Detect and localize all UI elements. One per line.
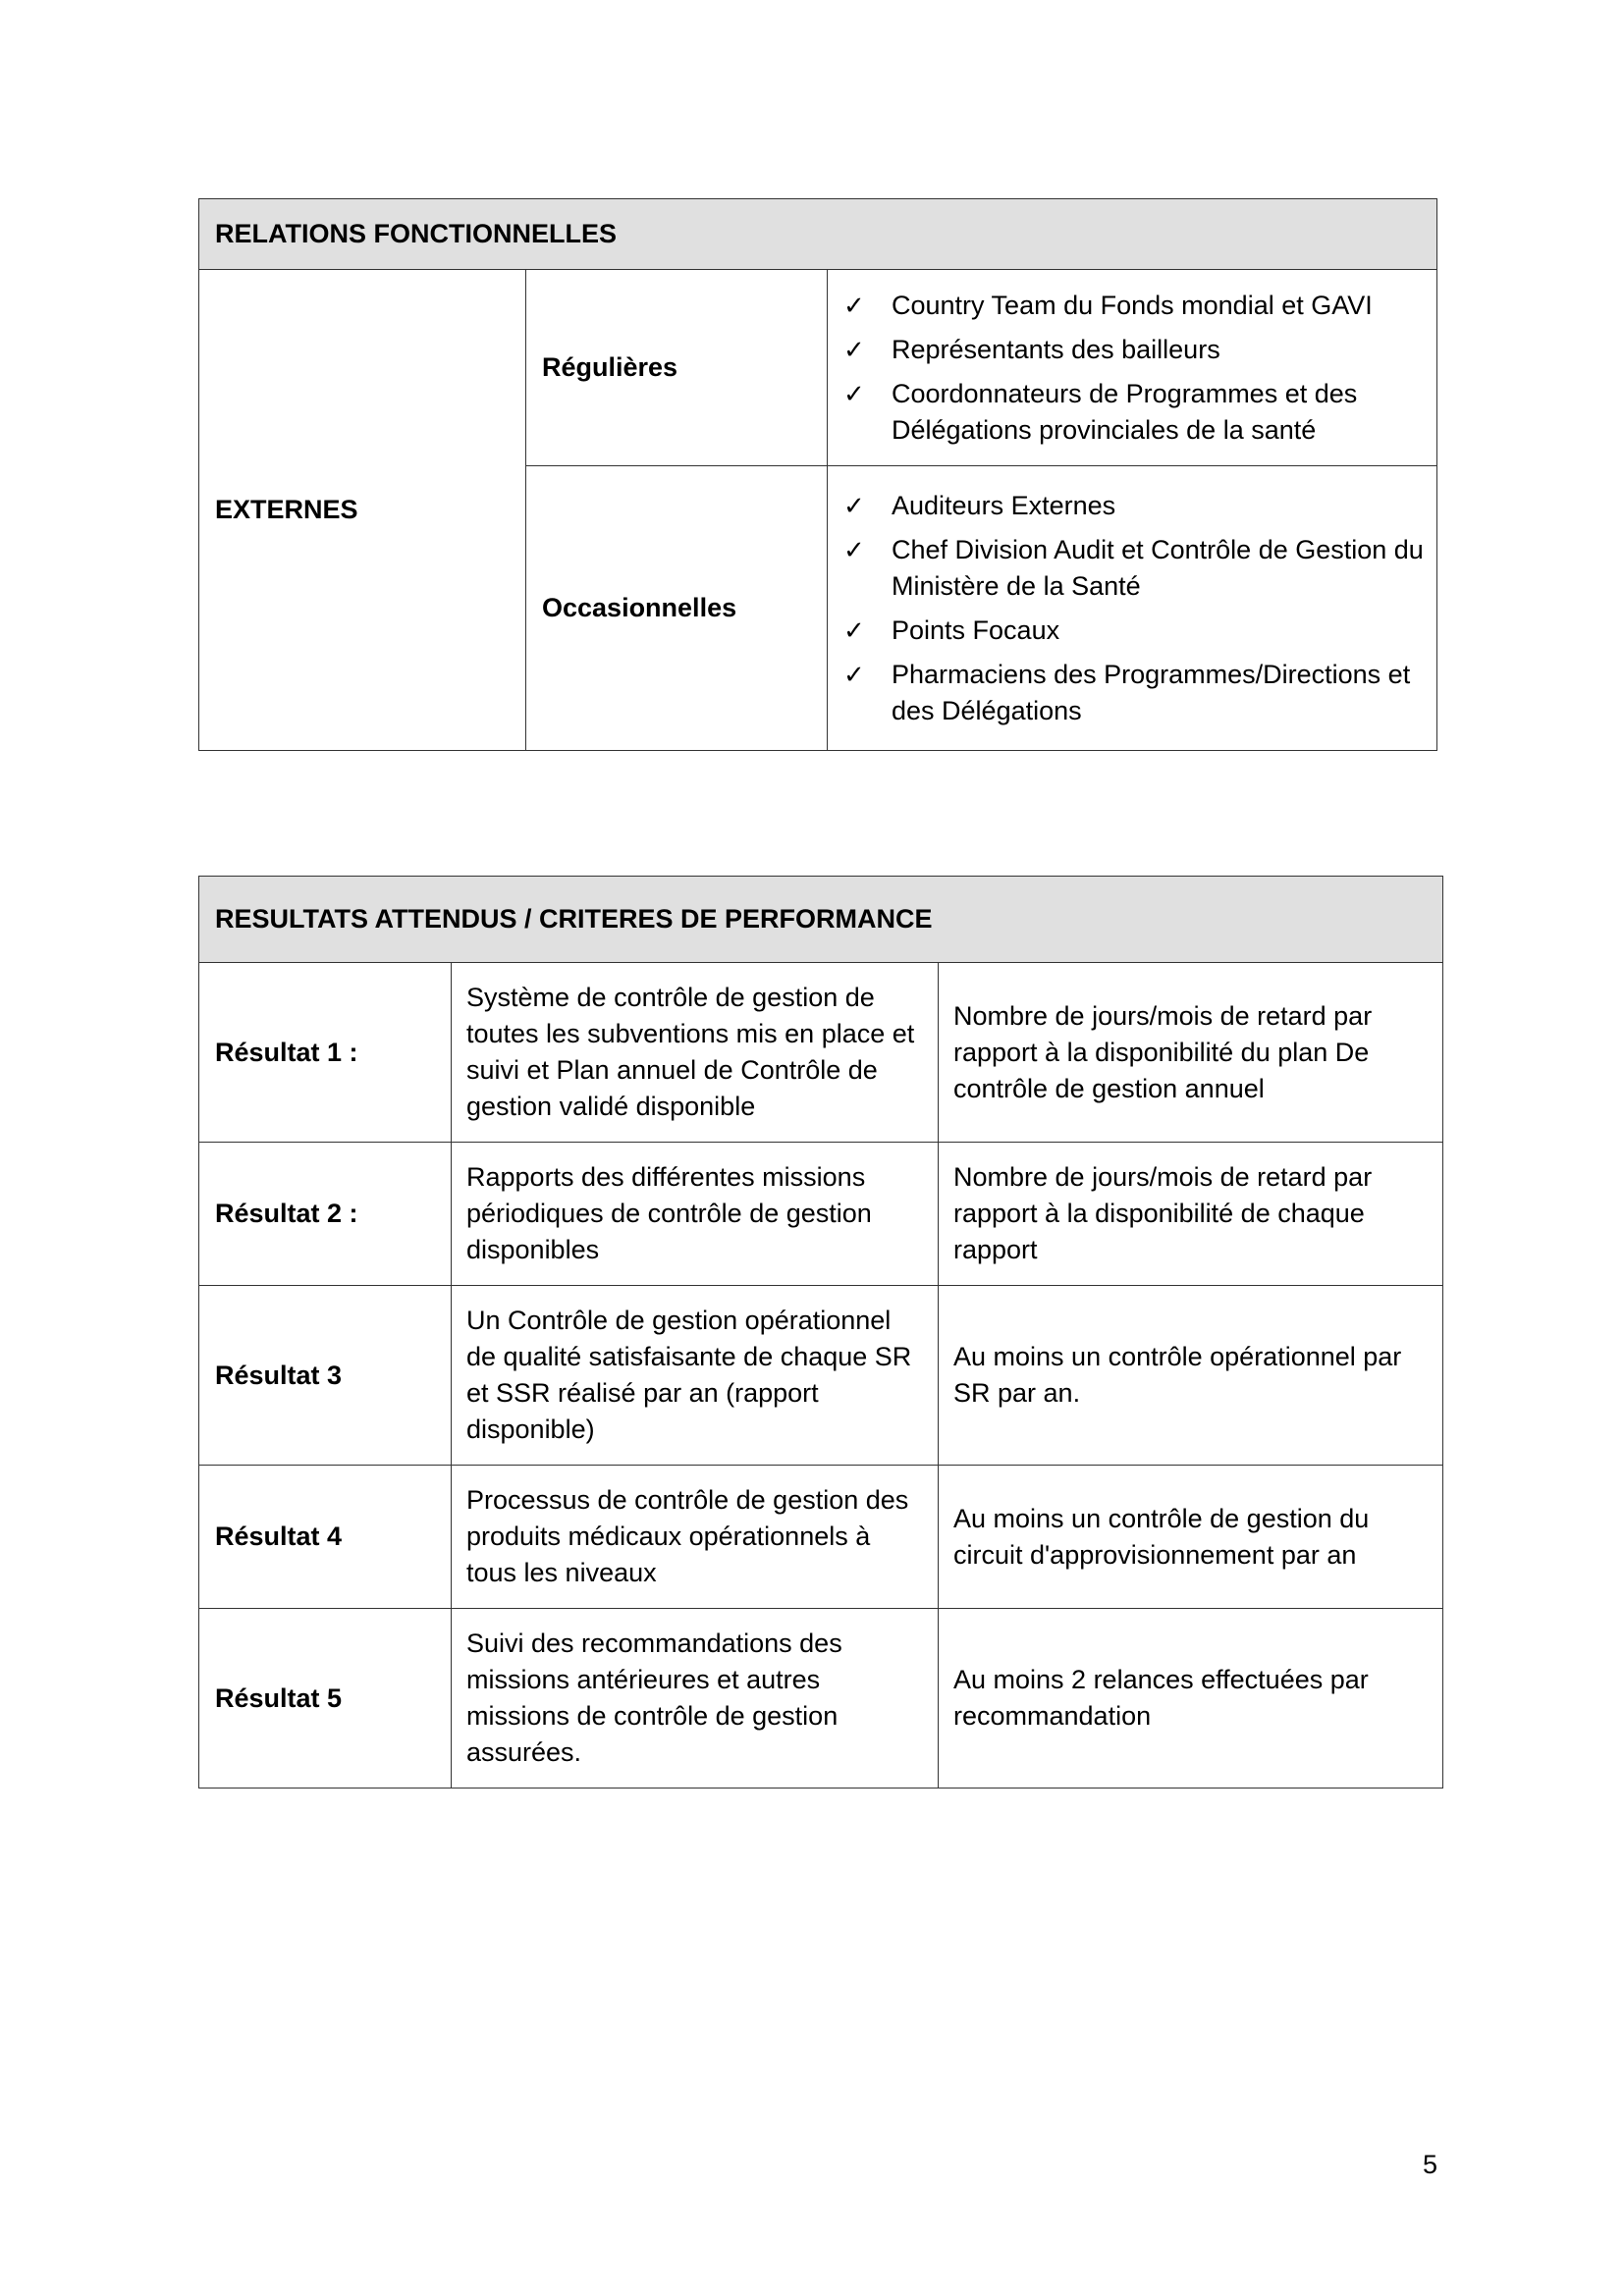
relations-group-items [828, 270, 1437, 466]
list-item-text: Coordonnateurs de Programmes et des Délégations provinciales de la santé [892, 378, 1358, 445]
result-label: Résultat 1 : [199, 963, 452, 1143]
result-description: Suivi des recommandations des missions antérieures et autres missions de contrôle de gestion assurées. [452, 1609, 939, 1789]
list-item [829, 532, 1435, 605]
checkmark-icon: ✓ [843, 659, 865, 689]
relations-category: EXTERNES [199, 270, 526, 751]
result-criterion: Au moins un contrôle de gestion du circuit d'approvisionnement par an [939, 1466, 1443, 1609]
checkmark-icon: ✓ [843, 534, 865, 564]
result-label: Résultat 3 [199, 1286, 452, 1466]
list-item-text: Points Focaux [892, 614, 1060, 645]
result-criterion: Au moins un contrôle opérationnel par SR par an. [939, 1286, 1443, 1466]
result-label: Résultat 5 [199, 1609, 452, 1789]
checkmark-icon: ✓ [843, 290, 865, 320]
table-row [199, 1466, 1443, 1609]
list-item-text: Pharmaciens des Programmes/Directions et des Délégations [892, 659, 1411, 725]
result-label: Résultat 4 [199, 1466, 452, 1609]
table-row [199, 1286, 1443, 1466]
relations-group-label: Régulières [526, 270, 828, 466]
list-item [829, 376, 1435, 449]
relations-table-title: RELATIONS FONCTIONNELLES [199, 199, 1437, 270]
checkmark-icon: ✓ [843, 614, 865, 645]
list-item [829, 288, 1435, 324]
list-item-text: Représentants des bailleurs [892, 334, 1220, 364]
result-description: Rapports des différentes missions périodiques de contrôle de gestion disponibles [452, 1143, 939, 1286]
relations-table [198, 198, 1437, 751]
results-table-title: RESULTATS ATTENDUS / CRITERES DE PERFORMANCE [199, 877, 1443, 963]
list-item [829, 488, 1435, 524]
checkmark-icon: ✓ [843, 490, 865, 520]
result-description: Un Contrôle de gestion opérationnel de qualité satisfaisante de chaque SR et SSR réalisé par an (rapport disponible) [452, 1286, 939, 1466]
results-table [198, 876, 1443, 1789]
list-item-text: Country Team du Fonds mondial et GAVI [892, 290, 1373, 320]
checkmark-icon: ✓ [843, 378, 865, 408]
list-item [829, 332, 1435, 368]
list-item [829, 613, 1435, 649]
result-criterion: Nombre de jours/mois de retard par rapport à la disponibilité du plan De contrôle de gestion annuel [939, 963, 1443, 1143]
table-row [199, 963, 1443, 1143]
table-row [199, 1143, 1443, 1286]
table-row [199, 1609, 1443, 1789]
list-item-text: Auditeurs Externes [892, 490, 1116, 520]
relations-group-items [828, 466, 1437, 751]
result-description: Processus de contrôle de gestion des produits médicaux opérationnels à tous les niveaux [452, 1466, 939, 1609]
result-label: Résultat 2 : [199, 1143, 452, 1286]
result-criterion: Au moins 2 relances effectuées par recommandation [939, 1609, 1443, 1789]
list-item-text: Chef Division Audit et Contrôle de Gestion du Ministère de la Santé [892, 534, 1424, 601]
result-criterion: Nombre de jours/mois de retard par rapport à la disponibilité de chaque rapport [939, 1143, 1443, 1286]
checkmark-icon: ✓ [843, 334, 865, 364]
result-description: Système de contrôle de gestion de toutes les subventions mis en place et suivi et Plan annuel de Contrôle de gestion validé disponible [452, 963, 939, 1143]
page-number: 5 [1423, 2150, 1438, 2179]
relations-group-label: Occasionnelles [526, 466, 828, 751]
list-item [829, 657, 1435, 729]
